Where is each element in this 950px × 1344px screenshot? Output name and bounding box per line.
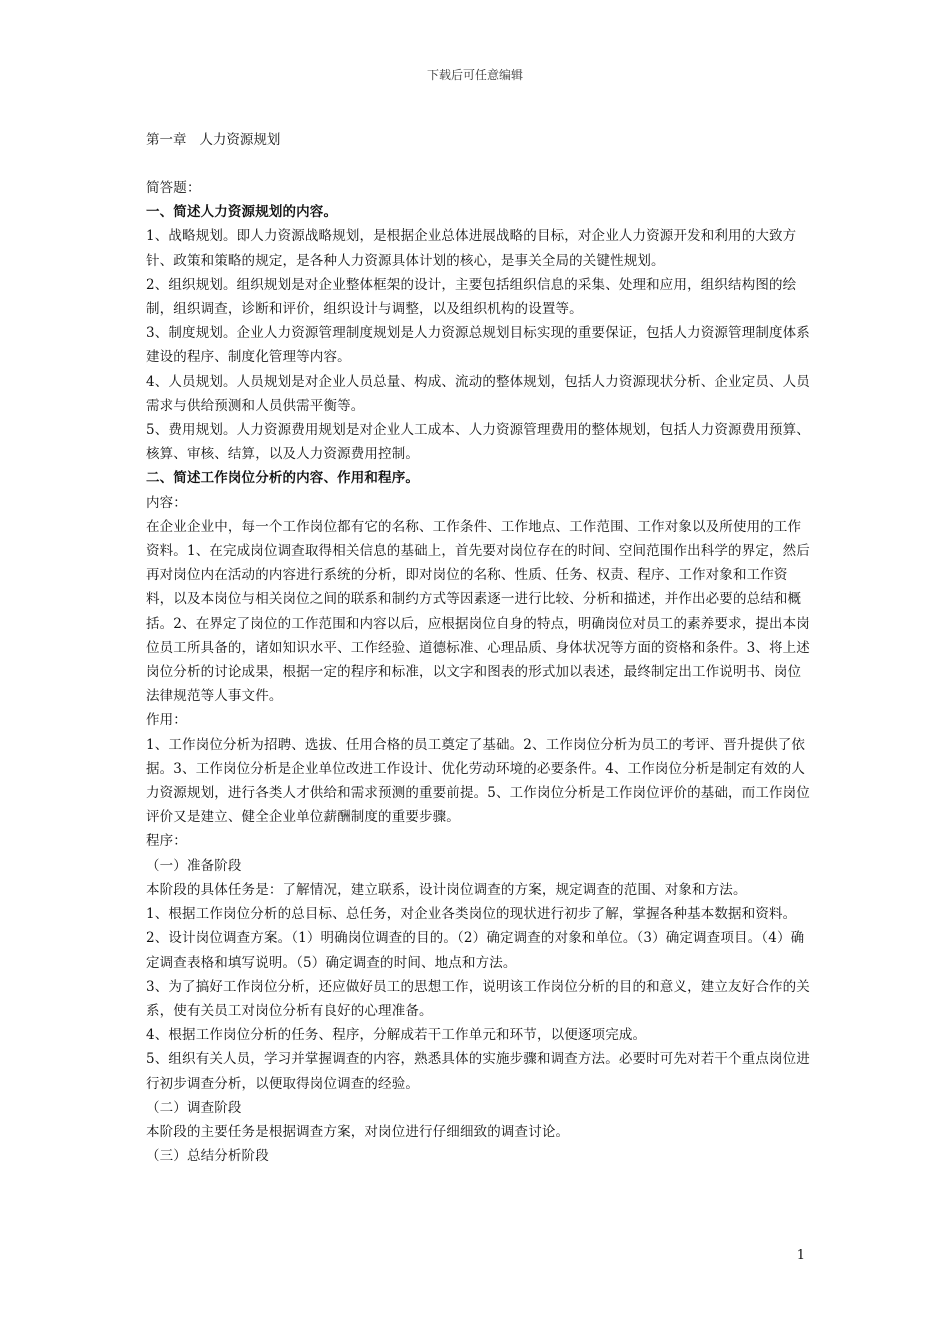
paragraph: 5、费用规划。人力资源费用规划是对企业人工成本、人力资源管理费用的整体规划，包括人力资源费用预算、核算、审核、结算，以及人力资源费用控制。 [146, 422, 810, 463]
paragraph: （三）总结分析阶段 [146, 1148, 269, 1165]
paragraph: 1、工作岗位分析为招聘、选拔、任用合格的员工奠定了基础。2、工作岗位分析为员工的考评、晋升提供了依据。3、工作岗位分析是企业单位改进工作设计、优化劳动环境的必要条件。4、工作岗位分析是制定有效的人力资源规划，进行各类人才供给和需求预测的重要前提。5、工作岗位分析是工作岗位评价的基础，而工作岗位评价又是建立、健全企业单位薪酬制度的重要步骤。 [146, 736, 810, 826]
paragraph: 2、设计岗位调查方案。（1）明确岗位调查的目的。（2）确定调查的对象和单位。（3）确定调查项目。（4）确定调查表格和填写说明。（5）确定调查的时间、地点和方法。 [146, 930, 805, 971]
document-body [146, 176, 811, 1168]
paragraph: 作用： [146, 712, 187, 729]
paragraph: 程序： [146, 833, 187, 850]
page-header: 下载后可任意编辑 [426, 68, 523, 82]
paragraph: （一）准备阶段 [146, 857, 242, 874]
paragraph: 4、人员规划。人员规划是对企业人员总量、构成、流动的整体规划，包括人力资源现状分析、企业定员、人员需求与供给预测和人员供需平衡等。 [146, 373, 810, 414]
page-number: 1 [796, 1248, 805, 1263]
section-heading: 二、简述工作岗位分析的内容、作用和程序。 [146, 470, 419, 487]
paragraph: 5、组织有关人员，学习并掌握调查的内容，熟悉具体的实施步骤和调查方法。必要时可先对若干个重点岗位进行初步调查分析，以便取得岗位调查的经验。 [146, 1051, 810, 1092]
paragraph: 4、根据工作岗位分析的任务、程序，分解成若干工作单元和环节，以便逐项完成。 [146, 1027, 647, 1044]
paragraph: 简答题： [146, 180, 201, 196]
paragraph: 3、制度规划。企业人力资源管理制度规划是人力资源总规划目标实现的重要保证，包括人力资源管理制度体系建设的程序、制度化管理等内容。 [146, 325, 810, 366]
chapter-title: 第一章 人力资源规划 [146, 132, 281, 148]
paragraph: 2、组织规划。组织规划是对企业整体框架的设计，主要包括组织信息的采集、处理和应用，组织结构图的绘制，组织调查，诊断和评价，组织设计与调整，以及组织机构的设置等。 [146, 276, 797, 318]
section-heading: 一、简述人力资源规划的内容。 [146, 204, 338, 221]
paragraph: 在企业企业中，每一个工作岗位都有它的名称、工作条件、工作地点、工作范围、工作对象以及所使用的工作资料。1、在完成岗位调查取得相关信息的基础上，首先要对岗位存在的时间、空间范围作出科学的界定，然后再对岗位内在活动的内容进行系统的分析，即对岗位的名称、性质、任务、权责、程序、工作对象和工作资料，以及本岗位与相关岗位之间的联系和制约方式等因素逐一进行比较、分析和描述，并作出必要的总结和概括。2、在界定了岗位的工作范围和内容以后，应根据岗位自身的特点，明确岗位对员工的素养要求，提出本岗位员工所具备的，诸如知识水平、工作经验、道德标准、心理品质、身体状况等方面的资格和条件。3、将上述岗位分析的讨论成果，根据一定的程序和标准，以文字和图表的形式加以表述，最终制定出工作说明书、岗位法律规范等人事文件。 [146, 518, 810, 705]
paragraph: 内容： [146, 494, 187, 511]
paragraph: 3、为了搞好工作岗位分析，还应做好员工的思想工作，说明该工作岗位分析的目的和意义，建立友好合作的关系，使有关员工对岗位分析有良好的心理准备。 [146, 978, 810, 1019]
paragraph: 本阶段的具体任务是：了解情况，建立联系，设计岗位调查的方案，规定调查的范围、对象和方法。 [146, 881, 747, 898]
paragraph: 1、根据工作岗位分析的总目标、总任务，对企业各类岗位的现状进行初步了解，掌握各种基本数据和资料。 [146, 906, 797, 923]
paragraph: （二）调查阶段 [146, 1099, 242, 1116]
paragraph: 本阶段的主要任务是根据调查方案，对岗位进行仔细细致的调查讨论。 [146, 1123, 570, 1140]
paragraph: 1、战略规划。即人力资源战略规划，是根据企业总体进展战略的目标，对企业人力资源开发和利用的大致方针、政策和策略的规定，是各种人力资源具体计划的核心，是事关全局的关键性规划。 [146, 228, 797, 269]
